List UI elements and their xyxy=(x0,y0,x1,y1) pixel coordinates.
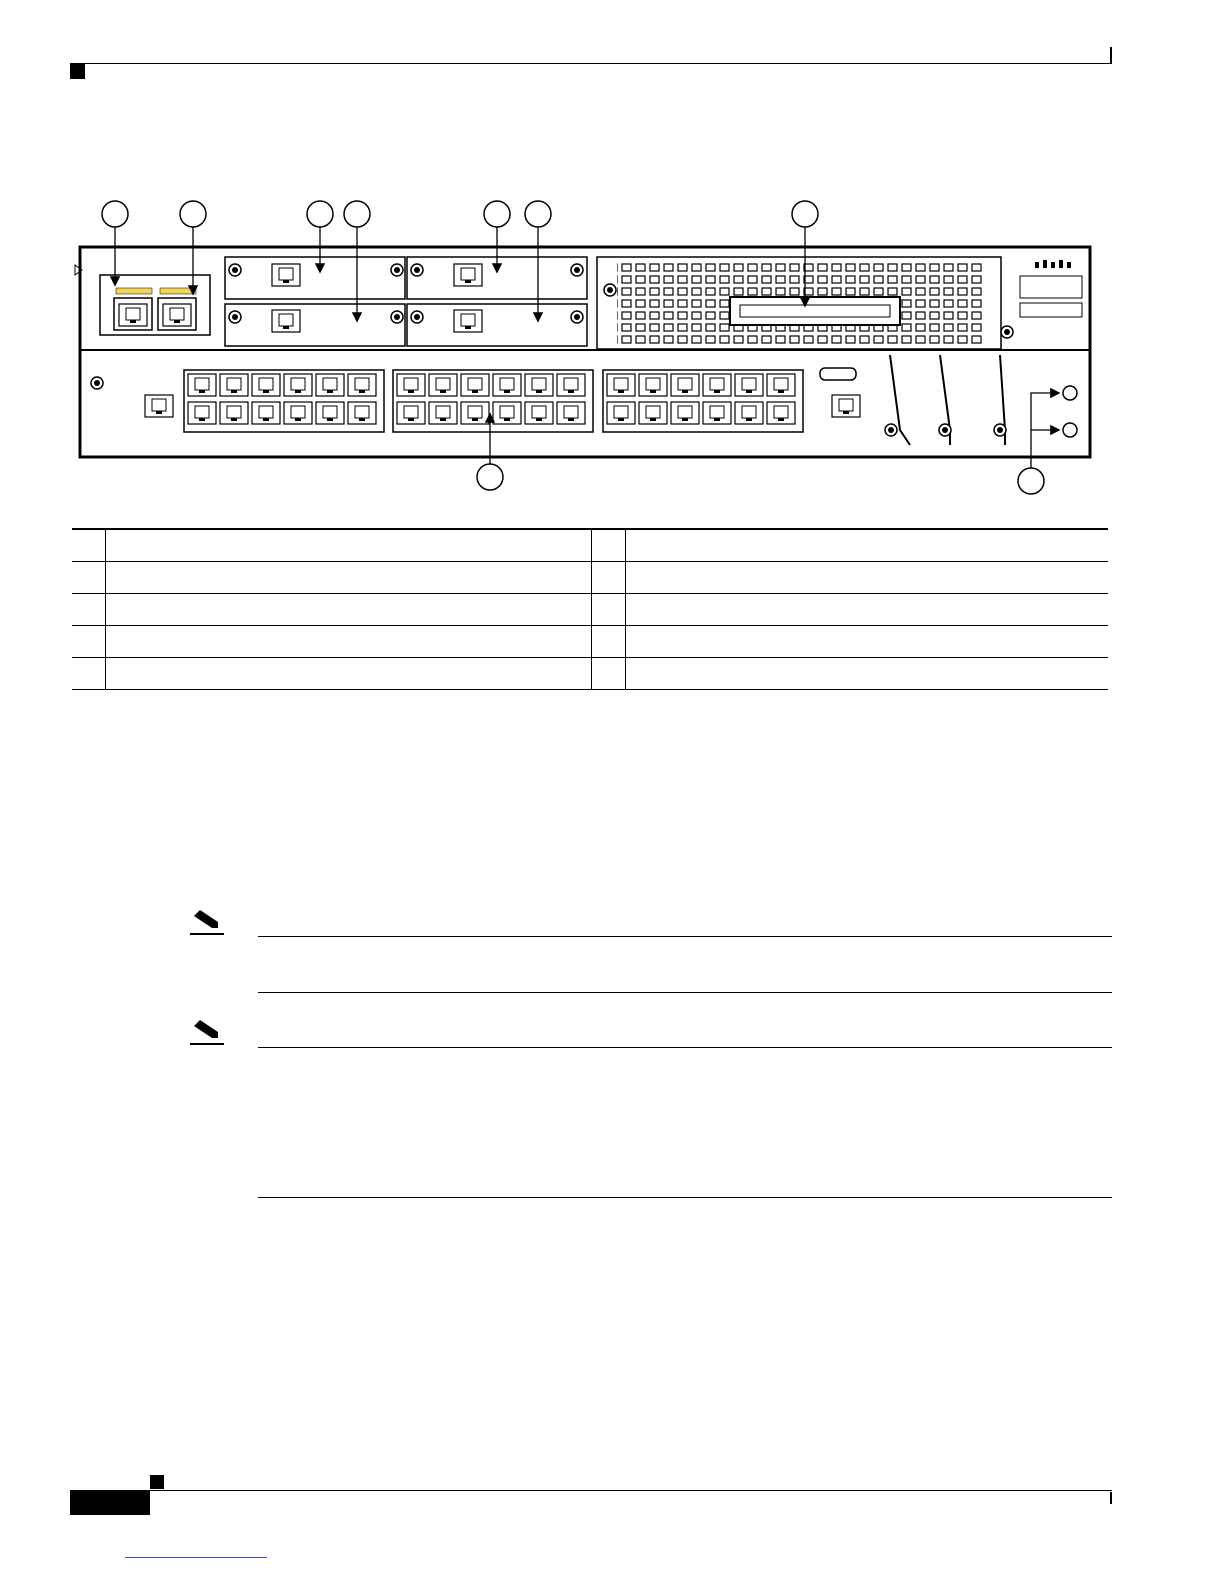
switch-port-banks xyxy=(184,370,803,432)
switch-port xyxy=(348,374,376,396)
legend-cell-d1 xyxy=(106,562,592,594)
legend-cell-n2 xyxy=(592,529,626,562)
legend-cell-n1 xyxy=(72,529,106,562)
note-top-rule xyxy=(258,936,1112,937)
switch-port xyxy=(735,402,763,424)
note-top-rule xyxy=(258,1047,1112,1048)
legend-cell-n1 xyxy=(72,562,106,594)
switch-port xyxy=(557,374,585,396)
header-tick xyxy=(1110,47,1112,64)
legend-cell-d2 xyxy=(626,594,1109,626)
switch-port xyxy=(671,374,699,396)
legend-cell-d2 xyxy=(626,562,1109,594)
switch-port xyxy=(493,402,521,424)
switch-port xyxy=(703,374,731,396)
switch-port xyxy=(397,402,425,424)
footer-link[interactable] xyxy=(125,1557,267,1558)
legend-cell-d2 xyxy=(626,529,1109,562)
pencil-note-icon xyxy=(190,910,226,936)
legend-cell-d2 xyxy=(626,626,1109,658)
legend-cell-d1 xyxy=(106,594,592,626)
footer-tick xyxy=(1110,1492,1112,1504)
switch-port xyxy=(188,402,216,424)
switch-port xyxy=(557,402,585,424)
legend-cell-n2 xyxy=(592,594,626,626)
switch-port xyxy=(252,374,280,396)
switch-port xyxy=(284,374,312,396)
legend-row xyxy=(72,562,1108,594)
legend-cell-n2 xyxy=(592,658,626,690)
switch-port xyxy=(525,374,553,396)
switch-port xyxy=(607,402,635,424)
switch-port xyxy=(639,402,667,424)
legend-cell-n2 xyxy=(592,626,626,658)
callout-legend-table xyxy=(72,528,1108,690)
legend-cell-n1 xyxy=(72,594,106,626)
switch-port xyxy=(735,374,763,396)
legend-row xyxy=(72,529,1108,562)
legend-cell-d1 xyxy=(106,529,592,562)
legend-row xyxy=(72,658,1108,690)
header-rule xyxy=(70,63,1112,64)
note-bottom-rule xyxy=(258,1197,1112,1198)
switch-port xyxy=(252,402,280,424)
switch-port xyxy=(397,374,425,396)
switch-port xyxy=(348,402,376,424)
router-front-panel-figure xyxy=(60,190,1100,500)
switch-port xyxy=(220,402,248,424)
switch-port xyxy=(525,402,553,424)
legend-row xyxy=(72,626,1108,658)
header-marker xyxy=(70,64,85,79)
switch-port xyxy=(607,374,635,396)
switch-port xyxy=(284,402,312,424)
switch-port xyxy=(188,374,216,396)
legend-cell-n1 xyxy=(72,658,106,690)
switch-port xyxy=(767,374,795,396)
switch-port xyxy=(461,374,489,396)
switch-port xyxy=(316,402,344,424)
footer-marker xyxy=(150,1475,164,1489)
switch-port xyxy=(461,402,489,424)
switch-port xyxy=(316,374,344,396)
legend-cell-n2 xyxy=(592,562,626,594)
legend-cell-d1 xyxy=(106,626,592,658)
switch-port xyxy=(767,402,795,424)
switch-port xyxy=(220,374,248,396)
switch-port xyxy=(429,402,457,424)
legend-cell-d2 xyxy=(626,658,1109,690)
legend-cell-d1 xyxy=(106,658,592,690)
switch-port xyxy=(639,374,667,396)
footer-rule xyxy=(70,1490,1112,1491)
pencil-note-icon xyxy=(190,1020,226,1046)
note-bottom-rule xyxy=(258,992,1112,993)
switch-port xyxy=(671,402,699,424)
switch-port xyxy=(429,374,457,396)
legend-cell-n1 xyxy=(72,626,106,658)
switch-port xyxy=(493,374,521,396)
switch-port xyxy=(703,402,731,424)
footer-page-block xyxy=(70,1491,150,1515)
legend-row xyxy=(72,594,1108,626)
